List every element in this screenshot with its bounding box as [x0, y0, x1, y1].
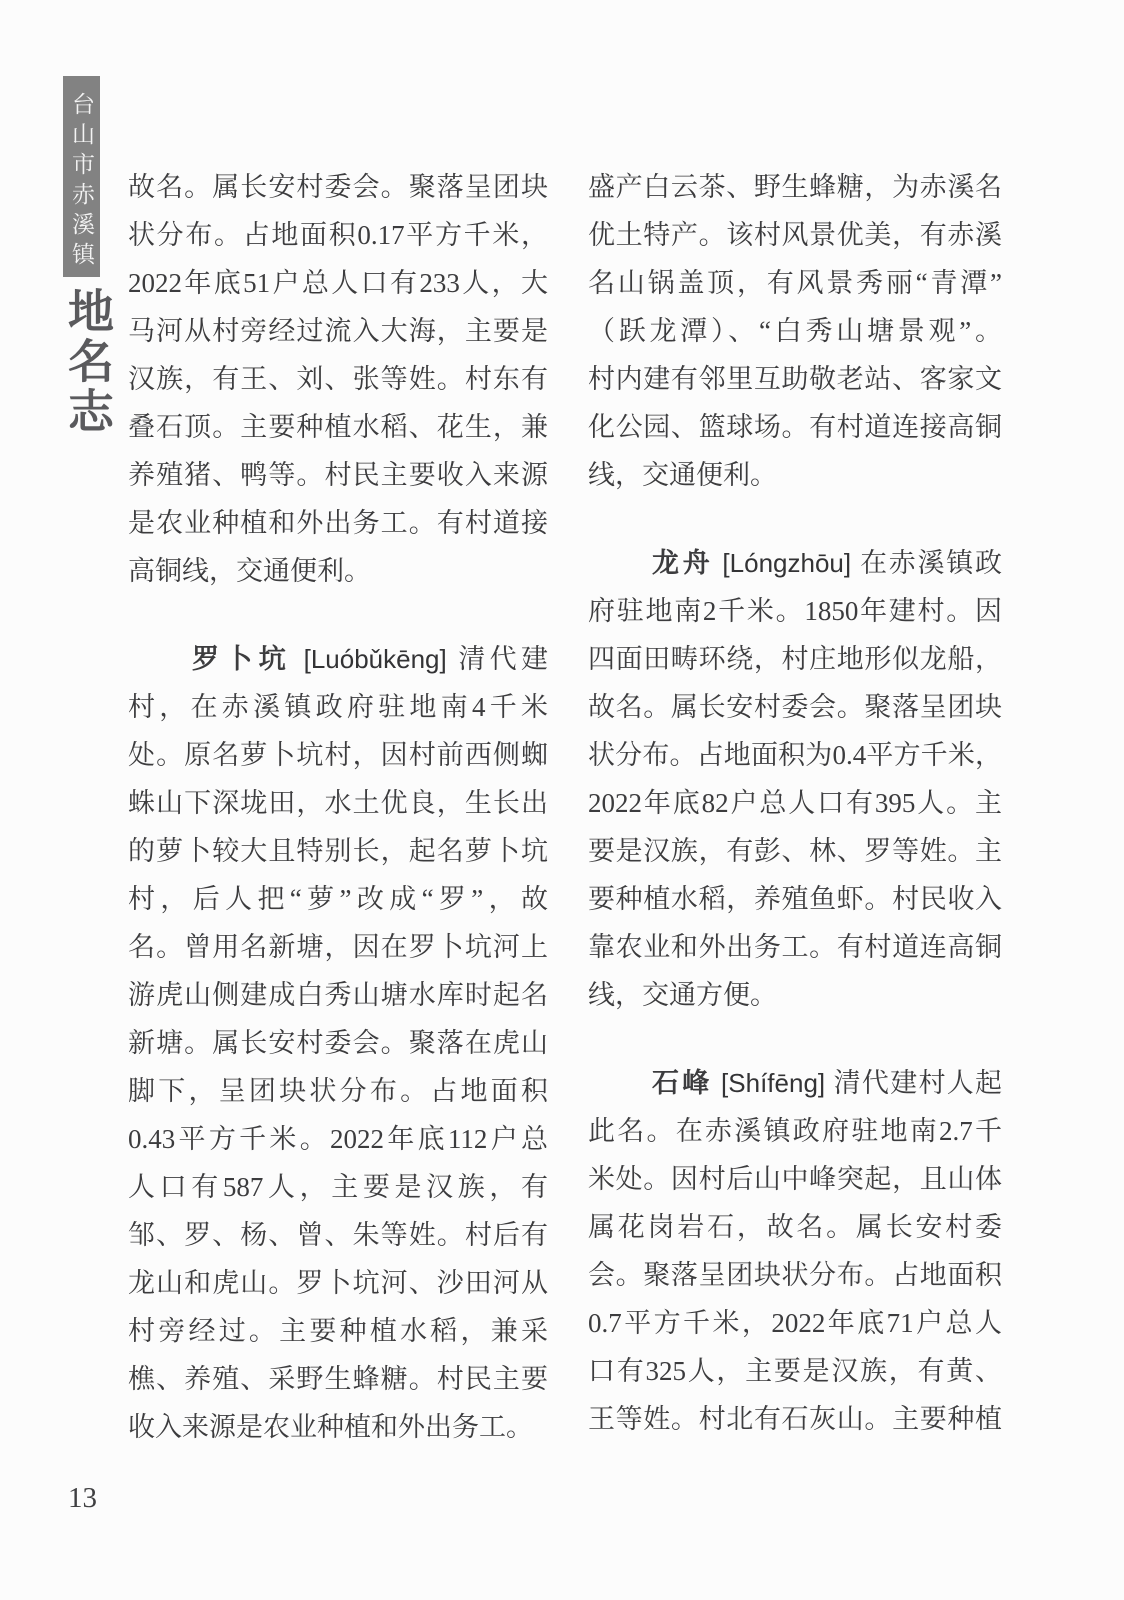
text-line: 盛产白云茶、野生蜂糖，为赤溪名: [588, 172, 1002, 202]
text-line: [588, 539, 1002, 587]
text-line: 游虎山侧建成白秀山塘水库时起名: [128, 980, 548, 1010]
text-line: 故名。属长安村委会。聚落呈团块: [128, 172, 548, 202]
text-line: 化公园、篮球场。有村道连接高铜: [588, 412, 1002, 442]
text-line: 蛛山下深垅田，水土优良，生长出: [128, 788, 548, 818]
text-line: 府驻地南2千米。1850年建村。因: [588, 596, 1002, 626]
pinyin-label: [Luóbǔkēng]: [292, 644, 459, 674]
text-line: 邹、罗、杨、曾、朱等姓。村后有: [128, 1220, 548, 1250]
text-line: 线，交通便利。: [588, 460, 777, 490]
text-line: 村，在赤溪镇政府驻地南4千米: [128, 692, 548, 722]
text-line: 新塘。属长安村委会。聚落在虎山: [128, 1028, 548, 1058]
text-line: 靠农业和外出务工。有村道连高铜: [588, 932, 1002, 962]
text-line: 状分布。占地面积为0.4平方千米，: [588, 740, 1002, 770]
text-line: （跃龙潭）、“白秀山塘景观”。: [588, 316, 1002, 346]
text-line: 四面田畴环绕，村庄地形似龙船，: [588, 644, 1002, 674]
text-line: 口有325人，主要是汉族，有黄、: [588, 1356, 1002, 1386]
text-segment: 清代建村人起: [833, 1068, 1002, 1098]
text-line: 2022年底82户总人口有395人。主: [588, 788, 1002, 818]
text-line: 要种植水稻，养殖鱼虾。村民收入: [588, 884, 1002, 914]
text-segment: 在赤溪镇政: [860, 548, 1002, 578]
paragraph: [128, 163, 548, 595]
pinyin-label: [Lóngzhōu]: [713, 548, 861, 578]
paragraph: [588, 1059, 1002, 1443]
text-column-right: [588, 163, 1002, 1443]
text-line: 故名。属长安村委会。聚落呈团块: [588, 692, 1002, 722]
text-segment: 清代建: [458, 644, 548, 674]
text-line: 人口有587人，主要是汉族，有: [128, 1172, 548, 1202]
text-line: [588, 1059, 1002, 1107]
text-line: 线，交通方便。: [588, 980, 777, 1010]
text-line: 2022年底51户总人口有233人，大: [128, 268, 548, 298]
text-line: 王等姓。村北有石灰山。主要种植: [588, 1404, 1002, 1434]
sidebar-book-title: 地名志: [62, 287, 114, 437]
text-line: 此名。在赤溪镇政府驻地南2.7千: [588, 1116, 1002, 1146]
text-line: 村旁经过。主要种植水稻，兼采: [128, 1316, 548, 1346]
text-line: 处。原名萝卜坑村，因村前西侧蜘: [128, 740, 548, 770]
text-line: 村内建有邻里互助敬老站、客家文: [588, 364, 1002, 394]
text-line: 村，后人把“萝”改成“罗”，故: [128, 884, 548, 914]
text-line: 是农业种植和外出务工。有村道接: [128, 508, 548, 538]
text-line: 状分布。占地面积0.17平方千米，: [128, 220, 548, 250]
paragraph: [588, 539, 1002, 1019]
text-column-left: [128, 163, 548, 1451]
text-line: 汉族，有王、刘、张等姓。村东有: [128, 364, 548, 394]
text-line: 米处。因村后山中峰突起，且山体: [588, 1164, 1002, 1194]
paragraph: [588, 163, 1002, 499]
page-number: 13: [68, 1482, 97, 1514]
paragraph: [128, 635, 548, 1451]
text-line: 要是汉族，有彭、林、罗等姓。主: [588, 836, 1002, 866]
pinyin-label: [Shífēng]: [712, 1068, 834, 1098]
text-line: 0.43平方千米。2022年底112户总: [128, 1124, 548, 1154]
text-line: 优土特产。该村风景优美，有赤溪: [588, 220, 1002, 250]
text-line: 会。聚落呈团块状分布。占地面积: [588, 1260, 1002, 1290]
text-line: 马河从村旁经过流入大海，主要是: [128, 316, 548, 346]
text-line: 养殖猪、鸭等。村民主要收入来源: [128, 460, 548, 490]
village-name: 石峰: [652, 1068, 713, 1098]
village-name: 罗卜坑: [192, 644, 293, 674]
text-line: 0.7平方千米，2022年底71户总人: [588, 1308, 1002, 1338]
text-line: 高铜线，交通便利。: [128, 556, 371, 586]
text-line: 脚下，呈团块状分布。占地面积: [128, 1076, 548, 1106]
text-line: [128, 635, 548, 683]
text-line: 名山锅盖顶，有风景秀丽“青潭”: [588, 268, 1002, 298]
text-line: 樵、养殖、采野生蜂糖。村民主要: [128, 1364, 548, 1394]
text-line: 龙山和虎山。罗卜坑河、沙田河从: [128, 1268, 548, 1298]
text-line: 的萝卜较大且特别长，起名萝卜坑: [128, 836, 548, 866]
text-line: 收入来源是农业种植和外出务工。: [128, 1412, 533, 1442]
text-line: 名。曾用名新塘，因在罗卜坑河上: [128, 932, 548, 962]
village-name: 龙舟: [652, 548, 714, 578]
text-line: 属花岗岩石，故名。属长安村委: [588, 1212, 1002, 1242]
text-line: 叠石顶。主要种植水稻、花生，兼: [128, 412, 548, 442]
sidebar-town-banner: 台山市赤溪镇: [63, 76, 100, 277]
